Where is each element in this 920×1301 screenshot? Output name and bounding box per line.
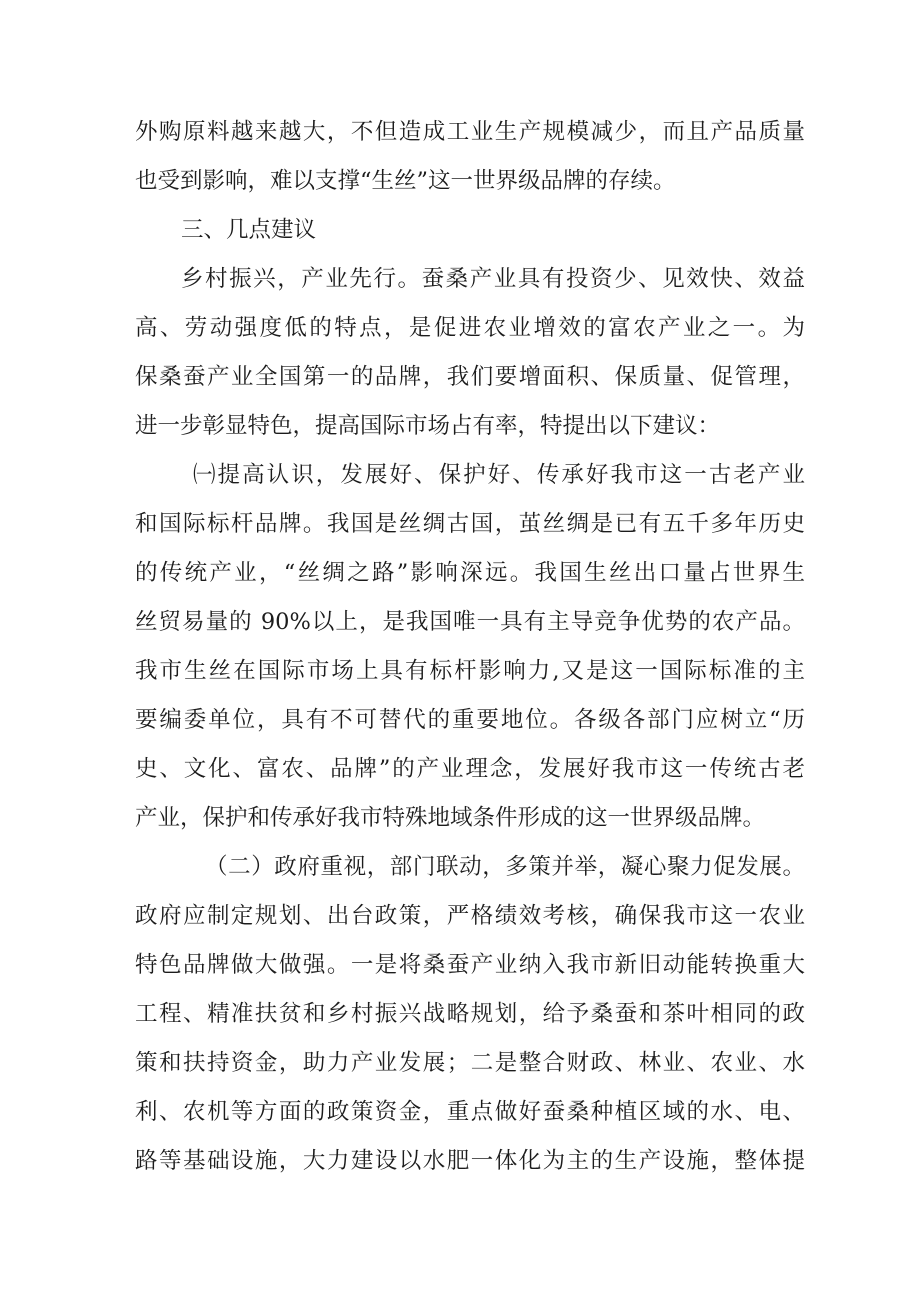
text-line: 和国际标杆品牌。我国是丝绸古国，茧丝绸是已有五千多年历史 bbox=[135, 511, 805, 537]
text-line: 保桑蚕产业全国第一的品牌，我们要增面积、保质量、促管理， bbox=[135, 364, 805, 390]
text-line: 政府应制定规划、出台政策，严格绩效考核，确保我市这一农业 bbox=[135, 903, 805, 929]
text-line: 我市生丝在国际市场上具有标杆影响力,又是这一国际标准的主 bbox=[135, 658, 805, 684]
text-line: 的传统产业，“丝绸之路”影响深远。我国生丝出口量占世界生 bbox=[135, 560, 805, 586]
text-line: 乡村振兴，产业先行。蚕桑产业具有投资少、见效快、效益 bbox=[181, 266, 805, 292]
text-line: 要编委单位，具有不可替代的重要地位。各级各部门应树立“历 bbox=[135, 707, 805, 733]
text-line: 也受到影响，难以支撑“生丝”这一世界级品牌的存续。 bbox=[135, 168, 676, 194]
text-line: 外购原料越来越大，不但造成工业生产规模减少，而且产品质量 bbox=[135, 119, 805, 145]
text-line: 丝贸易量的 90%以上，是我国唯一具有主导竞争优势的农产品。 bbox=[135, 609, 805, 635]
text-line: 高、劳动强度低的特点，是促进农业增效的富农产业之一。为 bbox=[135, 315, 805, 341]
text-line: 产业，保护和传承好我市特殊地域条件形成的这一世界级品牌。 bbox=[135, 805, 766, 831]
text-line: 路等基础设施，大力建设以水肥一体化为主的生产设施，整体提 bbox=[135, 1148, 805, 1174]
text-line: 特色品牌做大做强。一是将桑蚕产业纳入我市新旧动能转换重大 bbox=[135, 952, 805, 978]
text-line: 策和扶持资金，助力产业发展；二是整合财政、林业、农业、水 bbox=[135, 1050, 805, 1076]
subsection-heading: （二）政府重视，部门联动，多策并举，凝心聚力促发展。 bbox=[205, 854, 805, 880]
subsection-heading: ㈠提高认识，发展好、保护好、传承好我市这一古老产业 bbox=[193, 462, 805, 488]
section-heading: 三、几点建议 bbox=[181, 217, 317, 243]
text-line: 利、农机等方面的政策资金，重点做好蚕桑种植区域的水、电、 bbox=[135, 1099, 805, 1125]
text-line: 史、文化、富农、品牌”的产业理念，发展好我市这一传统古老 bbox=[135, 756, 805, 782]
text-line: 工程、精准扶贫和乡村振兴战略规划，给予桑蚕和茶叶相同的政 bbox=[135, 1001, 805, 1027]
text-line: 进一步彰显特色，提高国际市场占有率，特提出以下建议： bbox=[135, 413, 721, 439]
